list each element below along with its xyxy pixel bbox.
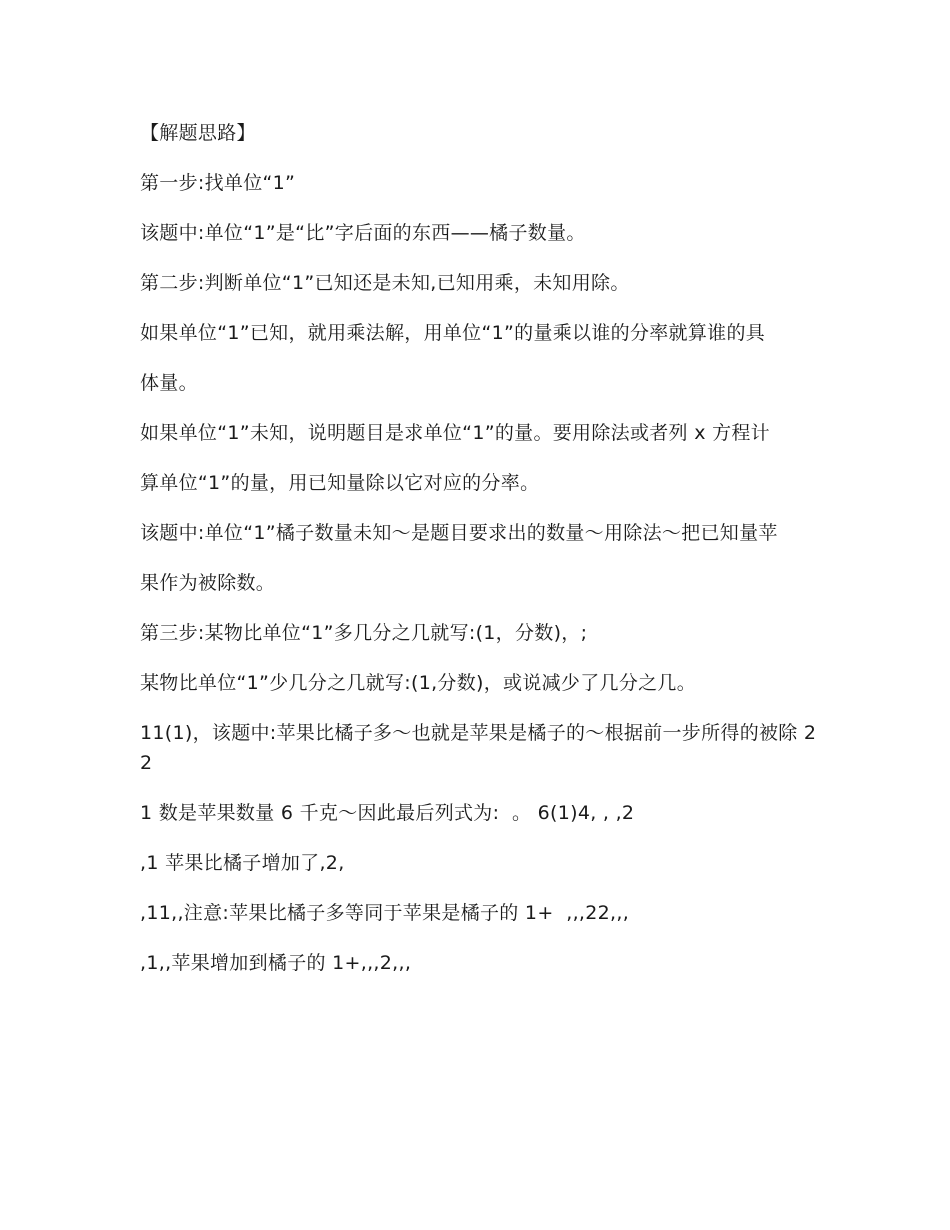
- paragraph: ,1 苹果比橘子增加了,2,: [140, 852, 345, 874]
- paragraph: 1 数是苹果数量 6 千克～因此最后列式为: 。 6(1)4, , ,2: [140, 802, 635, 824]
- paragraph: 算单位“1”的量，用已知量除以它对应的分率。: [140, 472, 540, 494]
- paragraph: ,1,,苹果增加到橘子的 1+,,,2,,,: [140, 952, 412, 974]
- section-heading: 【解题思路】: [140, 122, 256, 144]
- paragraph: 第一步:找单位“1”: [140, 172, 296, 194]
- paragraph: 第二步:判断单位“1”已知还是未知,已知用乘，未知用除。: [140, 272, 630, 294]
- paragraph: 某物比单位“1”少几分之几就写:(1,分数)，或说减少了几分之几。: [140, 672, 697, 694]
- paragraph: 11(1)，该题中:苹果比橘子多～也就是苹果是橘子的～根据前一步所得的被除 22: [140, 722, 817, 774]
- paragraph: 体量。: [140, 372, 198, 394]
- paragraph: ,11,,注意:苹果比橘子多等同于苹果是橘子的 1+ ,,,22,,,: [140, 902, 630, 924]
- paragraph: 第三步:某物比单位“1”多几分之几就写:(1，分数)，;: [140, 622, 588, 644]
- paragraph: 该题中:单位“1”是“比”字后面的东西——橘子数量。: [140, 222, 586, 244]
- paragraph: 如果单位“1”未知，说明题目是求单位“1”的量。要用除法或者列 x 方程计: [140, 422, 770, 444]
- paragraph: 果作为被除数。: [140, 572, 276, 594]
- document-body: [140, 118, 820, 998]
- paragraph: 该题中:单位“1”橘子数量未知～是题目要求出的数量～用除法～把已知量苹: [140, 522, 778, 544]
- paragraph: 如果单位“1”已知，就用乘法解，用单位“1”的量乘以谁的分率就算谁的具: [140, 322, 766, 344]
